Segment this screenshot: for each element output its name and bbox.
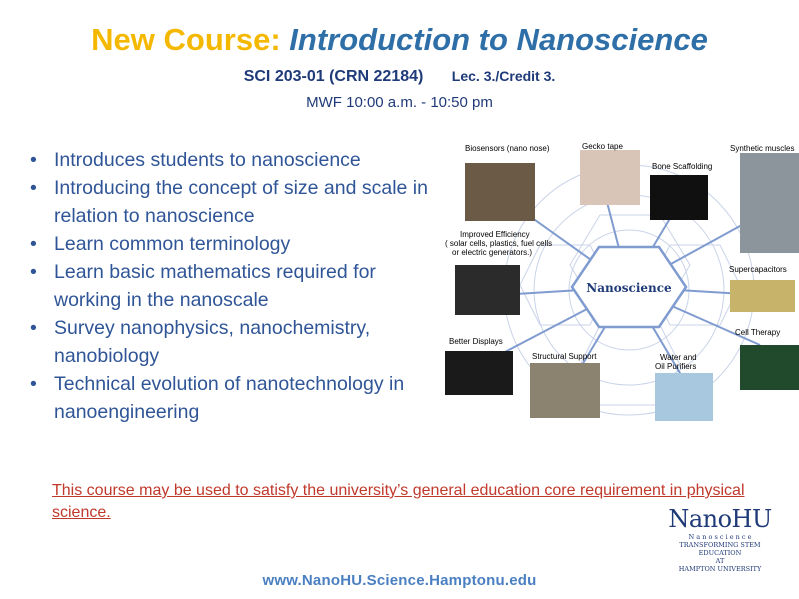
efficiency-photo — [455, 265, 520, 315]
supercapacitor-photo — [730, 280, 795, 312]
label-bone: Bone Scaffolding — [652, 162, 713, 171]
bullet-dot: • — [30, 149, 37, 171]
logo-line-3: AT — [715, 557, 725, 565]
gecko-photo — [580, 150, 640, 205]
biosensor-photo — [465, 163, 535, 221]
label-structural: Structural Support — [532, 352, 597, 361]
bullet-dot: • — [30, 317, 37, 339]
water-filter-photo — [655, 373, 713, 421]
label-muscles: Synthetic muscles — [730, 144, 795, 153]
lecture-credit: Lec. 3./Credit 3. — [451, 68, 556, 84]
bone-photo — [650, 175, 708, 220]
course-code: SCI 203-01 (CRN 22184) — [243, 68, 424, 85]
nanohu-logo — [660, 505, 780, 573]
bullet-dot: • — [30, 373, 37, 395]
footer-url[interactable]: www.NanoHU.Science.Hamptonu.edu — [262, 572, 537, 589]
bullet-text: Introduces students to nanoscience — [54, 149, 361, 171]
logo-line-4: HAMPTON UNIVERSITY — [678, 565, 762, 573]
bullet-text: Introducing the concept of size and scale in relation to nanoscience — [54, 177, 428, 227]
bullet-dot: • — [30, 233, 37, 255]
bullet-dot: • — [30, 261, 37, 283]
bullet-dot: • — [30, 177, 37, 199]
bullet-item — [28, 314, 448, 370]
gen-ed-note: This course may be used to satisfy the university’s general education core requirement in physical science. — [52, 482, 745, 521]
label-water-2: Oil Purifiers — [655, 362, 697, 371]
label-supercapacitors: Supercapacitors — [729, 265, 787, 274]
cell-therapy-photo — [740, 345, 799, 390]
label-cell-therapy: Cell Therapy — [735, 328, 781, 337]
nanoscience-applications-figure — [440, 135, 799, 435]
label-water-1: Water and — [660, 353, 697, 362]
label-efficiency-2: ( solar cells, plastics, fuel cells — [445, 239, 553, 248]
soldier-photo — [530, 363, 600, 418]
bullet-item — [28, 174, 448, 230]
label-biosensors: Biosensors (nano nose) — [465, 144, 550, 153]
logo-line-2: TRANSFORMING STEM EDUCATION — [679, 541, 761, 557]
label-efficiency-1: Improved Efficiency — [460, 230, 530, 239]
bullet-text: Technical evolution of nanotechnology in nanoengineering — [54, 373, 405, 423]
title-main: Introduction to Nanoscience — [289, 22, 708, 57]
title-lead: New Course: — [91, 22, 281, 57]
logo-name: NanoHU — [668, 505, 772, 533]
bullet-text: Survey nanophysics, nanochemistry, nanobiology — [54, 317, 371, 367]
bullet-item — [28, 258, 448, 314]
bullet-list — [28, 146, 448, 426]
muscle-robot-photo — [740, 153, 799, 253]
bullet-item — [28, 370, 448, 426]
course-schedule: MWF 10:00 a.m. - 10:50 pm — [306, 94, 493, 111]
bullet-item — [28, 230, 448, 258]
bullet-item — [28, 146, 448, 174]
label-gecko: Gecko tape — [582, 142, 623, 151]
figure-center-label: Nanoscience — [586, 281, 672, 295]
bullet-text: Learn common terminology — [54, 233, 291, 255]
slide-title — [0, 22, 799, 58]
logo-line-1: N a n o s c i e n c e — [688, 533, 752, 541]
course-info — [0, 68, 799, 86]
display-photo — [445, 351, 513, 395]
label-displays: Better Displays — [449, 337, 503, 346]
bullet-text: Learn basic mathematics required for working in the nanoscale — [54, 261, 376, 311]
label-efficiency-3: or electric generators.) — [452, 248, 533, 257]
